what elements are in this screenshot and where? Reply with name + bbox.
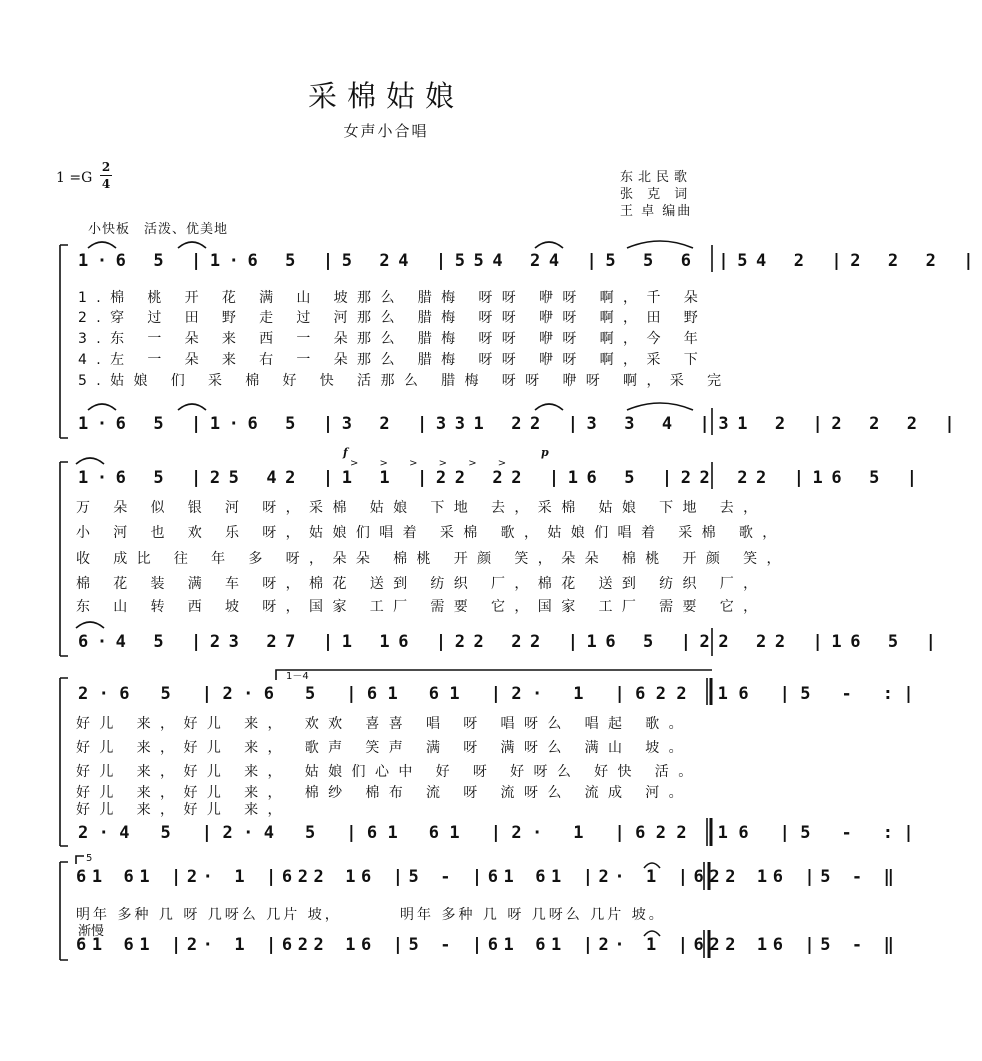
key-signature: 1 =G xyxy=(56,170,93,186)
bracket-system2 xyxy=(60,462,68,656)
system3-lyric-4: 好儿 来，好儿 来， 棉纱 棉布 流 呀 流呀么 流成 河。 xyxy=(76,785,693,801)
system1-lyric-1: 1.棉 桃 开 花 满 山 坡那么 腊梅 呀呀 咿呀 啊，千 朵 xyxy=(78,290,708,306)
volta-1-4: 1－4 xyxy=(286,671,309,682)
bracket-system4 xyxy=(60,862,68,960)
system1-lyric-2: 2.穿 过 田 野 走 过 河那么 腊梅 呀呀 咿呀 啊，田 野 xyxy=(78,310,708,326)
system2-lyric-5: 东 山 转 西 坡 呀，国家 工厂 需要 它，国家 工厂 需要 它， xyxy=(76,599,767,615)
system3-upper-notes: 2·6 5 |2·6 5 |61 61 |2· 1 |622 16 |5 - :| xyxy=(78,684,925,704)
system2-lyric-3: 收 成比 往 年 多 呀，朵朵 棉桃 开颜 笑，朵朵 棉桃 开颜 笑， xyxy=(76,551,790,567)
tempo-marking: 小快板 活泼、优美地 xyxy=(88,222,229,237)
system4-lower-notes: 61 61 |2· 1 |622 16 |5 - |61 61 |2· 1 |622 16 |5 - ‖ xyxy=(76,935,900,955)
system2-upper-notes: 1·6 5 |25 42 |1 1 |22 22 |16 5 |22 22 |16 5 | xyxy=(78,468,926,488)
time-signature-bottom: 4 xyxy=(101,177,111,191)
credit-arranger: 王 卓 编曲 xyxy=(620,204,693,219)
tempo-change-rit: 渐慢 xyxy=(78,924,105,939)
system1-lyric-4: 4.左 一 朵 来 右 一 朵那么 腊梅 呀呀 咿呀 啊，采 下 xyxy=(78,352,708,368)
system2-lyric-1: 万 朵 似 银 河 呀，采棉 姑娘 下地 去，采棉 姑娘 下地 去， xyxy=(76,500,767,516)
system3-lyric-2: 好儿 来，好儿 来， 歌声 笑声 满 呀 满呀么 满山 坡。 xyxy=(76,740,693,756)
system3-lyric-5: 好儿 来，好儿 来， xyxy=(76,802,291,818)
credit-lyricist: 张 克 词 xyxy=(620,187,693,202)
system2-lyric-2: 小 河 也 欢 乐 呀，姑娘们唱着 采棉 歌，姑娘们唱着 采棉 歌， xyxy=(76,525,786,541)
time-signature-top: 2 xyxy=(101,160,111,174)
system1-lower-notes: 1·6 5 |1·6 5 |3 2 |331 22 |3 3 4 |31 2 |2 2 2 | xyxy=(78,414,964,434)
system1-upper-notes: 1·6 5 |1·6 5 |5 24 |554 24 |5 5 6 |54 2 |2 2 2 | xyxy=(78,251,982,271)
system1-lyric-3: 3.东 一 朵 来 西 一 朵那么 腊梅 呀呀 咿呀 啊，今 年 xyxy=(78,331,708,347)
system3-lower-notes: 2·4 5 |2·4 5 |61 61 |2· 1 |622 16 |5 - :| xyxy=(78,823,925,843)
system4-lyric-2: 明年 多种 几 呀 几呀么 几片 坡。 xyxy=(400,907,666,923)
bracket-system1 xyxy=(60,245,68,438)
system3-lyric-1: 好儿 来，好儿 来， 欢欢 喜喜 唱 呀 唱呀么 唱起 歌。 xyxy=(76,716,693,732)
bracket-system3 xyxy=(60,678,68,846)
system1-lyric-5: 5.姑娘 们 采 棉 好 快 活那么 腊梅 呀呀 咿呀 啊，采 完 xyxy=(78,373,731,389)
dynamic-piano: p xyxy=(541,446,549,459)
system2-lyric-4: 棉 花 装 满 车 呀，棉花 送到 纺织 厂，棉花 送到 纺织 厂， xyxy=(76,576,767,592)
accent-marks: > > > > > > xyxy=(350,458,516,469)
song-title: 采棉姑娘 xyxy=(307,79,464,113)
system4-lyric-1: 明年 多种 几 呀 几呀么 几片 坡， xyxy=(76,907,342,923)
volta-5: 5 xyxy=(86,853,93,864)
system2-lower-notes: 6·4 5 |23 27 |1 16 |22 22 |16 5 |22 22 |16 5 | xyxy=(78,632,945,652)
song-subtitle: 女声小合唱 xyxy=(343,122,429,140)
system3-lyric-3: 好儿 来，好儿 来， 姑娘们心中 好 呀 好呀么 好快 活。 xyxy=(76,764,702,780)
dynamic-forte: f xyxy=(343,446,348,459)
system4-upper-notes: 61 61 |2· 1 |622 16 |5 - |61 61 |2· 1 |622 16 |5 - ‖ xyxy=(76,867,900,887)
credit-origin: 东北民歌 xyxy=(620,170,693,185)
